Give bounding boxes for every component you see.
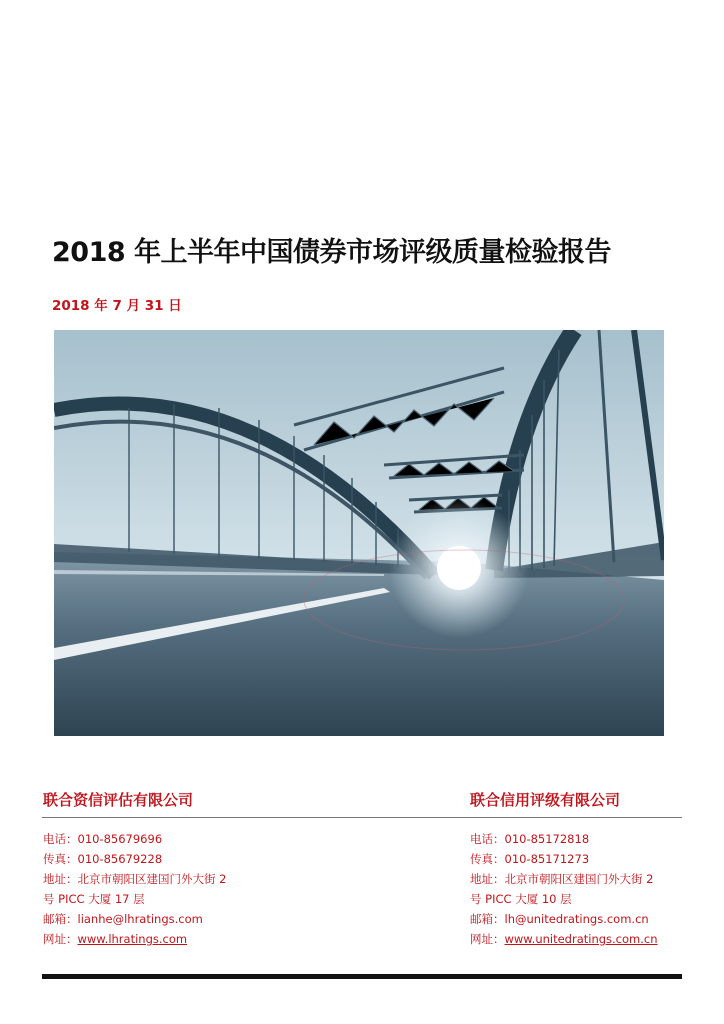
fax-text: 传真：010-85679228: [43, 852, 163, 866]
email-text: 邮箱：lianhe@lhratings.com: [43, 912, 203, 926]
cover-photo-bridge: [54, 330, 664, 736]
address-line2: 号 PICC 大厦 17 层: [43, 892, 145, 906]
phone-text: 电话：010-85172818: [470, 832, 590, 846]
company-name-lianhe-credit: 联合资信评估有限公司: [43, 791, 194, 809]
company-name-united-ratings: 联合信用评级有限公司: [470, 791, 621, 809]
address-line1: 地址：北京市朝阳区建国门外大街 2: [470, 872, 654, 886]
website-link[interactable]: www.lhratings.com: [77, 932, 188, 946]
website-row: [470, 929, 680, 949]
phone-text: 电话：010-85679696: [43, 832, 163, 846]
address-line2: 号 PICC 大厦 10 层: [470, 892, 572, 906]
website-row: [43, 929, 253, 949]
email-text: 邮箱：lh@unitedratings.com.cn: [470, 912, 649, 926]
address-line1: 地址：北京市朝阳区建国门外大街 2: [43, 872, 227, 886]
report-title: 2018 年上半年中国债券市场评级质量检验报告: [52, 237, 612, 268]
website-label: 网址：: [470, 932, 505, 946]
website-link[interactable]: www.unitedratings.com.cn: [504, 932, 658, 946]
report-date: 2018 年 7 月 31 日: [52, 298, 182, 314]
contact-block-right: [470, 829, 680, 949]
divider: [42, 817, 682, 818]
footer-rule: [42, 974, 682, 979]
website-label: 网址：: [43, 932, 78, 946]
fax-text: 传真：010-85171273: [470, 852, 590, 866]
contact-block-left: [43, 829, 253, 949]
